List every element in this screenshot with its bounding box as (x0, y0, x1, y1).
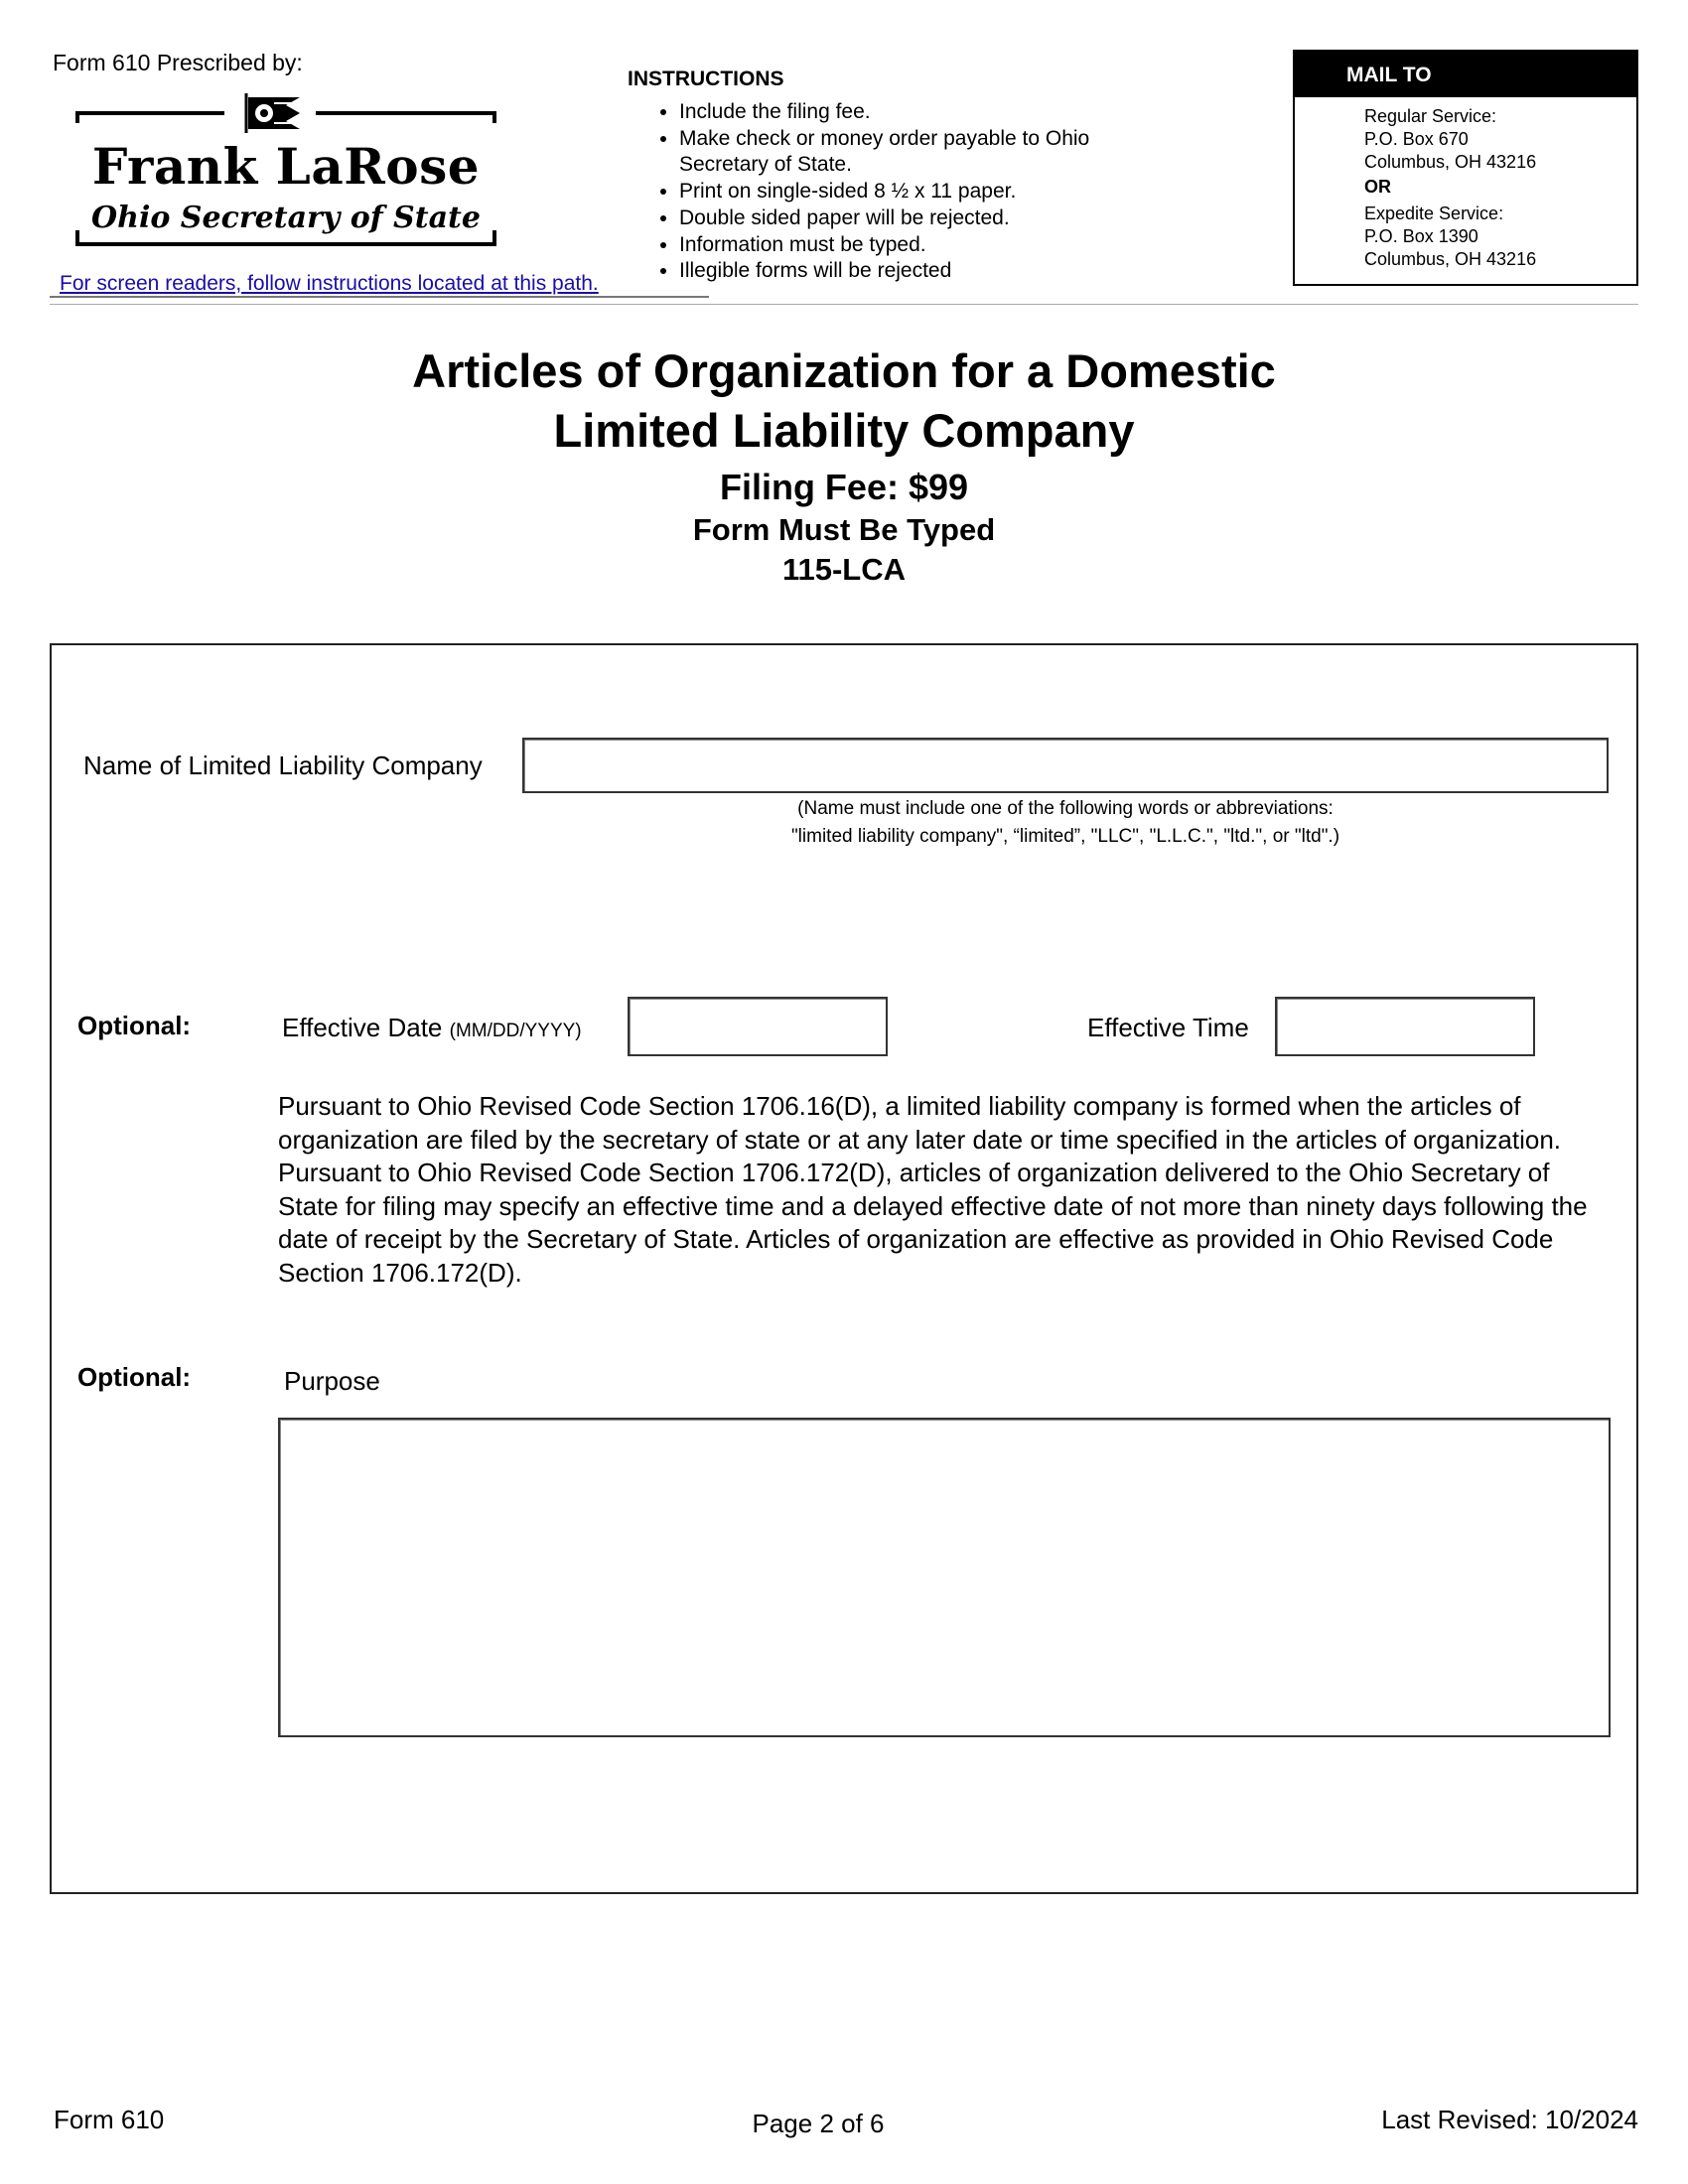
regular-service-label: Regular Service: (1364, 106, 1497, 126)
form-must-be-typed: Form Must Be Typed (692, 512, 996, 547)
expedite-service-city: Columbus, OH 43216 (1364, 249, 1537, 269)
effective-date-label (282, 1013, 582, 1043)
regular-service-box: P.O. Box 670 (1364, 129, 1469, 149)
purpose-textarea[interactable] (278, 1418, 1611, 1737)
company-name-note-line2: "limited liability company", “limited”, "LLC", "L.L.C.", "ltd.", or "ltd".) (790, 826, 1340, 847)
header-divider (50, 304, 1638, 305)
footer-form-number: Form 610 (54, 2105, 165, 2134)
effective-time-input[interactable] (1275, 997, 1535, 1056)
prescribed-by: Form 610 Prescribed by: (53, 50, 303, 75)
mail-to-box (1293, 50, 1638, 286)
instruction-item: • Include the filing fee. (679, 99, 1136, 126)
company-name-note (522, 795, 1609, 851)
secretary-of-state-logo (75, 91, 496, 250)
instruction-item: • Print on single-sided 8 ½ x 11 paper. (679, 179, 1136, 205)
purpose-label: Purpose (284, 1366, 380, 1396)
instruction-item: • Information must be typed. (679, 232, 1136, 259)
expedite-service-label: Expedite Service: (1364, 204, 1504, 223)
effective-date-format: (MM/DD/YYYY) (449, 1021, 582, 1041)
effective-date-label-text: Effective Date (282, 1013, 443, 1042)
screen-reader-link[interactable]: For screen readers, follow instructions located at this path. (60, 272, 599, 295)
footer-last-revised: Last Revised: 10/2024 (1381, 2105, 1638, 2134)
optional-label-purpose: Optional: (77, 1362, 192, 1392)
effective-date-input[interactable] (628, 997, 888, 1056)
effective-time-label: Effective Time (1087, 1013, 1249, 1042)
instructions-title: INSTRUCTIONS (628, 68, 784, 90)
company-name-label: Name of Limited Liability Company (83, 751, 483, 780)
mail-to-title: MAIL TO (1295, 52, 1636, 97)
instruction-item: • Make check or money order payable to Ohio Secretary of State. (679, 126, 1136, 179)
instructions-list (643, 99, 1136, 285)
footer-page-number: Page 2 of 6 (752, 2109, 885, 2138)
instruction-item: • Double sided paper will be rejected. (679, 205, 1136, 232)
form-title-line2: Limited Liability Company (553, 404, 1135, 457)
logo-subtitle: Ohio Secretary of State (91, 201, 481, 235)
company-name-input[interactable] (522, 738, 1609, 793)
regular-service-city: Columbus, OH 43216 (1364, 152, 1537, 172)
header-divider (50, 296, 709, 298)
instruction-item: • Illegible forms will be rejected (679, 258, 1136, 285)
company-name-note-line1: (Name must include one of the following words or abbreviations: (797, 798, 1334, 819)
expedite-service-box: P.O. Box 1390 (1364, 226, 1478, 246)
mail-or: OR (1364, 177, 1391, 197)
effective-date-paragraph: Pursuant to Ohio Revised Code Section 1706.16(D), a limited liability company is formed when the articles of organization are filed by the secretary of state or at any later date or time specified in the articles of organization. Pursuant to Ohio Revised Code Section 1706.172(D), articles of organization delivered to the Ohio Secretary of State for filing may specify an effective time and a delayed effective date of not more than ninety days following the date of receipt by the Secretary of State. Articles of organization are effective as provided in Ohio Revised Code Section 1706.172(D). (278, 1091, 1588, 1288)
logo-name: Frank LaRose (91, 137, 481, 196)
optional-label: Optional: (77, 1011, 192, 1040)
form-title-line1: Articles of Organization for a Domestic (412, 344, 1276, 397)
form-code: 115-LCA (781, 552, 907, 587)
filing-fee: Filing Fee: $99 (719, 467, 969, 507)
